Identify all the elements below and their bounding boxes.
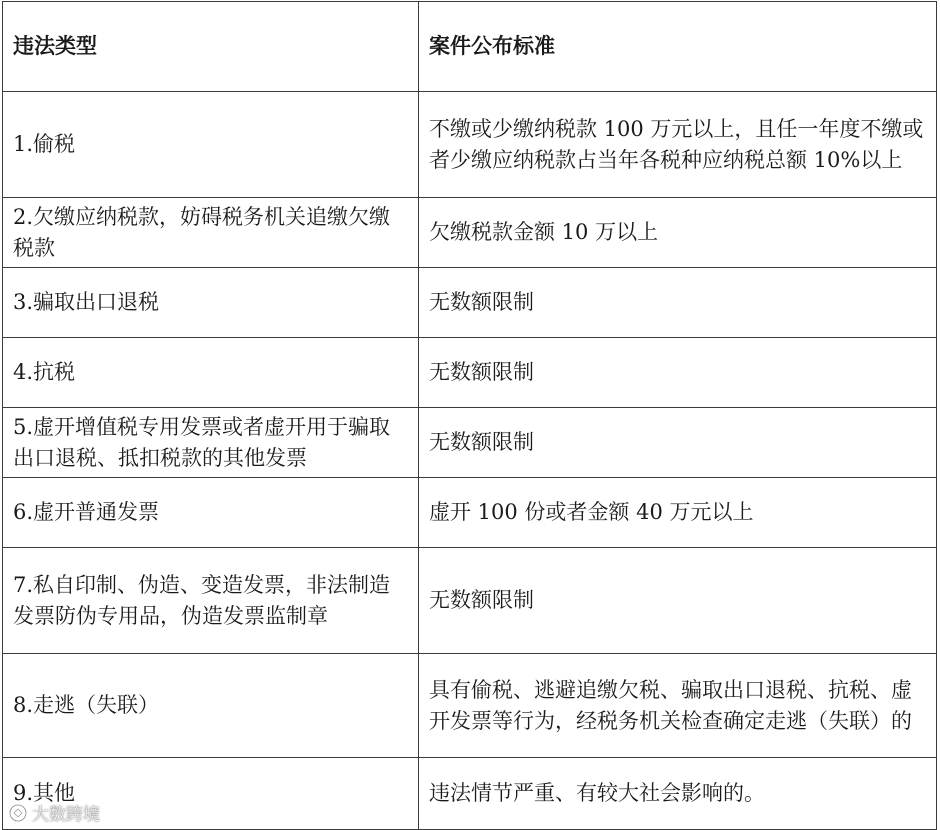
violation-type-cell: 9.其他 [3, 758, 419, 830]
table-row [3, 548, 937, 654]
standard-cell: 无数额限制 [419, 548, 937, 654]
table-header-row [3, 2, 937, 92]
standard-cell: 欠缴税款金额 10 万以上 [419, 198, 937, 268]
table-row [3, 408, 937, 478]
header-publication-standard: 案件公布标准 [419, 2, 937, 92]
watermark-text: 大数跨境 [32, 805, 100, 825]
violation-type-cell: 3.骗取出口退税 [3, 268, 419, 338]
table-row [3, 92, 937, 198]
violation-type-cell: 6.虚开普通发票 [3, 478, 419, 548]
standard-cell: 不缴或少缴纳税款 100 万元以上，且任一年度不缴或者少缴应纳税款占当年各税种应纳税总额 10%以上 [419, 92, 937, 198]
violation-standards-table [2, 1, 937, 830]
brand-logo-icon [8, 803, 28, 823]
table-row [3, 654, 937, 758]
standard-cell: 无数额限制 [419, 338, 937, 408]
table-row [3, 338, 937, 408]
violation-type-cell: 7.私自印制、伪造、变造发票，非法制造发票防伪专用品，伪造发票监制章 [3, 548, 419, 654]
standard-cell: 无数额限制 [419, 268, 937, 338]
standard-cell: 具有偷税、逃避追缴欠税、骗取出口退税、抗税、虚开发票等行为，经税务机关检查确定走逃（失联）的 [419, 654, 937, 758]
violation-type-cell: 8.走逃（失联） [3, 654, 419, 758]
table-row [3, 758, 937, 830]
table-row [3, 478, 937, 548]
violation-type-cell: 2.欠缴应纳税款，妨碍税务机关追缴欠缴税款 [3, 198, 419, 268]
standard-cell: 违法情节严重、有较大社会影响的。 [419, 758, 937, 830]
violation-type-cell: 1.偷税 [3, 92, 419, 198]
violation-type-cell: 4.抗税 [3, 338, 419, 408]
standard-cell: 无数额限制 [419, 408, 937, 478]
table-row [3, 198, 937, 268]
header-violation-type: 违法类型 [3, 2, 419, 92]
standard-cell: 虚开 100 份或者金额 40 万元以上 [419, 478, 937, 548]
violation-type-cell: 5.虚开增值税专用发票或者虚开用于骗取出口退税、抵扣税款的其他发票 [3, 408, 419, 478]
watermark [8, 800, 100, 825]
table-row [3, 268, 937, 338]
